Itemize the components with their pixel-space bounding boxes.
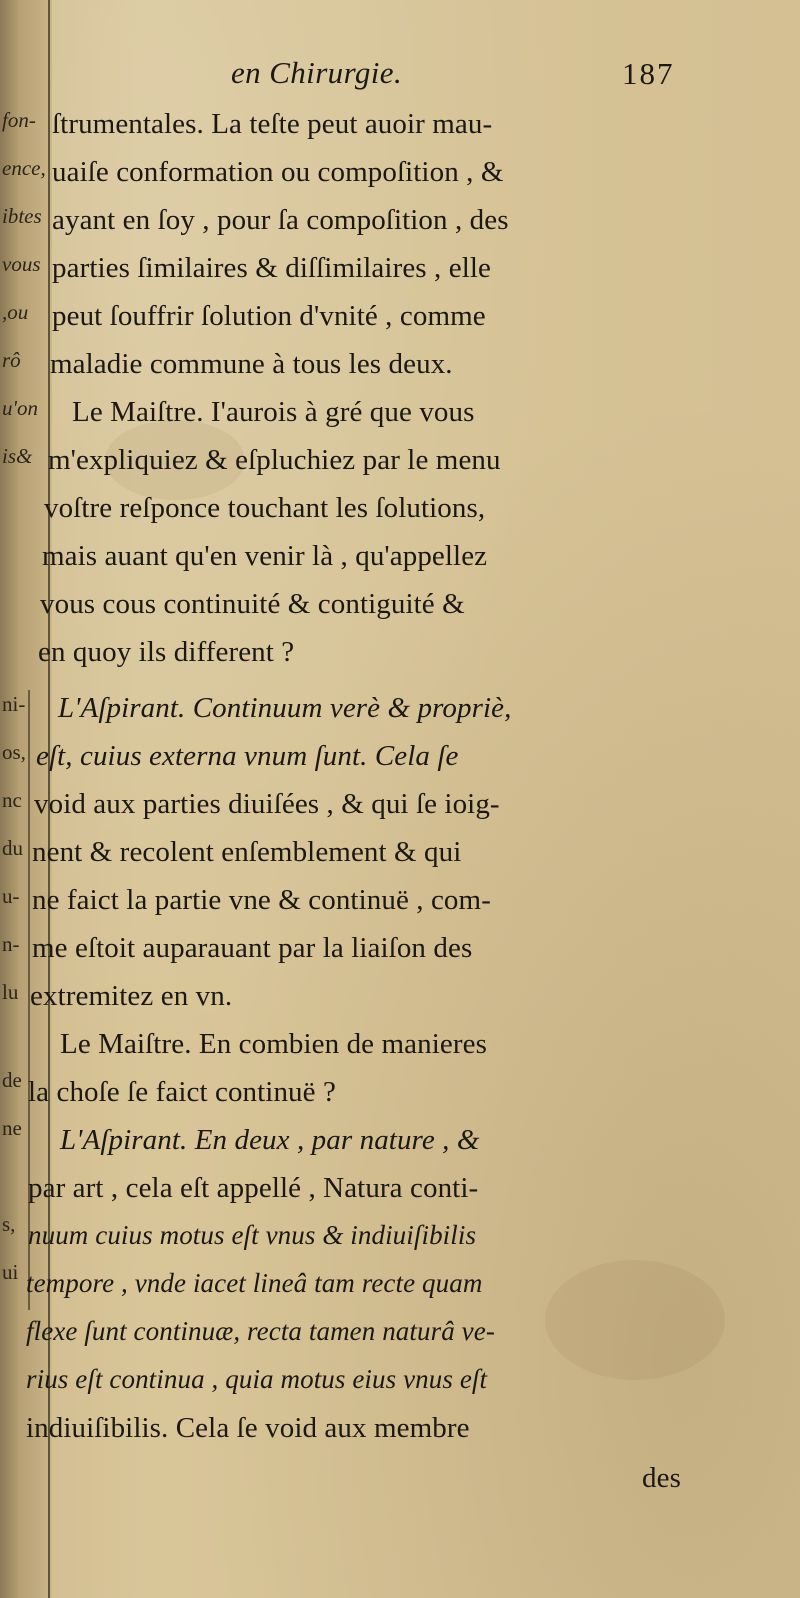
- text-line: me eſtoit auparauant par la liaiſon des: [32, 932, 473, 964]
- text-line: voſtre reſponce touchant les ſolutions,: [44, 492, 486, 524]
- running-title: en Chirurgie.: [231, 55, 403, 90]
- text-line: peut ſouffrir ſolution d'vnité , comme: [52, 300, 486, 332]
- text-line: Le Maiſtre. En combien de manieres: [60, 1028, 487, 1060]
- text-line: Le Maiſtre. I'aurois à gré que vous: [72, 396, 475, 428]
- margin-fragment: u'on: [2, 396, 38, 420]
- margin-fragment: ne: [2, 1116, 22, 1140]
- text-line: ſtrumentales. La teſte peut auoir mau-: [52, 108, 493, 140]
- margin-fragment: vous: [2, 252, 41, 276]
- text-line: void aux parties diuiſées , & qui ſe ioig-: [34, 788, 500, 820]
- margin-fragment: is&: [2, 444, 33, 468]
- margin-fragment: ,ou: [2, 300, 29, 324]
- margin-fragment: lu: [2, 980, 19, 1004]
- text-line: mais auant qu'en venir là , qu'appellez: [42, 540, 488, 572]
- text-line: flexe ſunt continuæ, recta tamen naturâ ve-: [26, 1316, 495, 1346]
- text-line: uaiſe conformation ou compoſition , &: [52, 156, 504, 188]
- margin-fragment: n-: [2, 932, 20, 956]
- text-line: vous cous continuité & contiguité &: [40, 588, 465, 620]
- margin-fragment: nc: [2, 788, 22, 812]
- text-line: indiuiſibilis. Cela ſe void aux membre: [26, 1412, 470, 1444]
- catchword: des: [642, 1462, 681, 1494]
- text-line: L'Aſpirant. Continuum verè & propriè,: [58, 692, 512, 724]
- text-line: nent & recolent enſemblement & qui: [32, 836, 462, 868]
- margin-fragment: ibtes: [2, 204, 42, 228]
- text-line: m'expliquiez & eſpluchiez par le menu: [48, 444, 501, 476]
- margin-fragment: u-: [2, 884, 20, 908]
- page-number: 187: [622, 56, 675, 91]
- text-line: extremitez en vn.: [30, 980, 233, 1012]
- margin-fragment: rô: [2, 348, 21, 372]
- text-line: maladie commune à tous les deux.: [50, 348, 453, 380]
- text-line: eſt, cuius externa vnum ſunt. Cela ſe: [36, 740, 459, 772]
- text-line: L'Aſpirant. En deux , par nature , &: [60, 1124, 480, 1156]
- margin-fragment: ni-: [2, 692, 26, 716]
- text-line: ne faict la partie vne & continuë , com-: [32, 884, 491, 916]
- margin-fragment: fon-: [2, 108, 36, 132]
- text-line: nuum cuius motus eſt vnus & indiuiſibilis: [28, 1220, 477, 1250]
- margin-fragment: os,: [2, 740, 26, 764]
- margin-fragment: du: [2, 836, 23, 860]
- margin-fragment: s,: [2, 1212, 16, 1236]
- text-line: en quoy ils different ?: [38, 636, 295, 668]
- text-line: rius eſt continua , quia motus eius vnus eſt: [26, 1364, 488, 1394]
- text-line: ayant en ſoy , pour ſa compoſition , des: [52, 204, 509, 236]
- text-line: tempore , vnde iacet lineâ tam recte quam: [26, 1268, 483, 1298]
- margin-fragment: ence,: [2, 156, 46, 180]
- margin-fragment: de: [2, 1068, 22, 1092]
- text-line: parties ſimilaires & diſſimilaires , elle: [52, 252, 491, 284]
- text-line: par art , cela eſt appellé , Natura conti-: [28, 1172, 479, 1204]
- text-line: la choſe ſe faict continuë ?: [28, 1076, 336, 1108]
- margin-fragment: ui: [2, 1260, 19, 1284]
